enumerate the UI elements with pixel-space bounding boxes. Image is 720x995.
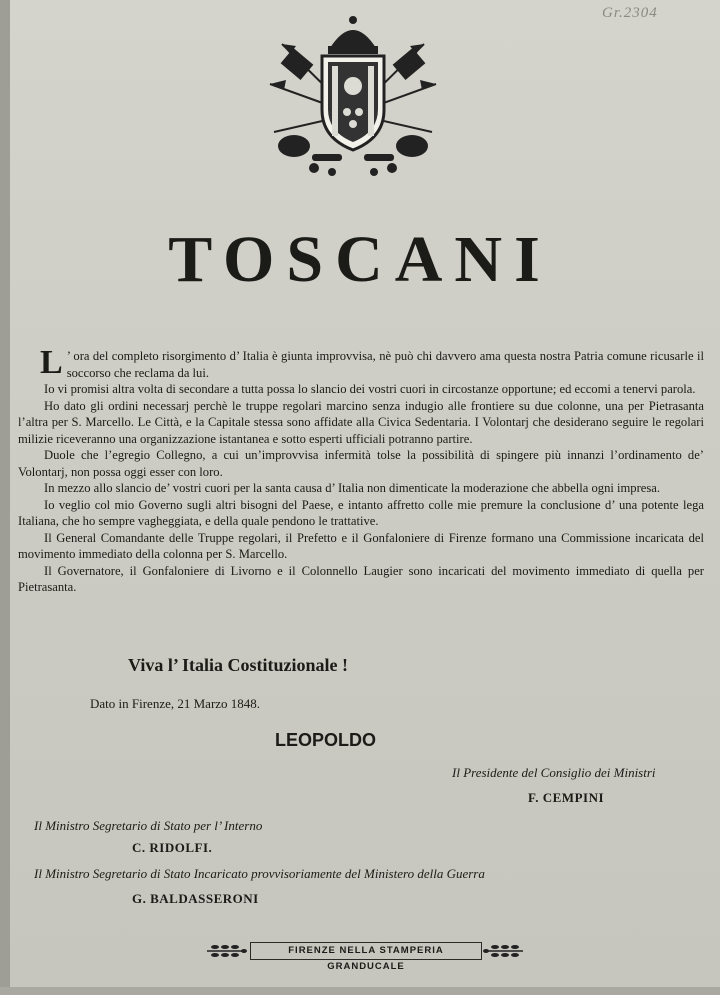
coat-of-arms-icon: [262, 14, 444, 182]
signature-name-war: G. BALDASSERONI: [132, 891, 259, 906]
signature-role-war: Il Ministro Segretario di Stato Incaricato provvisoriamente del Ministero della Guerra: [34, 866, 485, 881]
imprint-label: FIRENZE NELLA STAMPERIA GRANDUCALE: [250, 942, 482, 960]
pencil-note: Gr.2304: [602, 5, 658, 21]
drop-cap: L: [40, 344, 63, 381]
signature-role-president: Il Presidente del Consiglio dei Ministri: [452, 765, 656, 780]
date-line: Dato in Firenze, 21 Marzo 1848.: [90, 696, 261, 711]
signature-role-interior: Il Ministro Segretario di Stato per l’ Interno: [34, 818, 263, 833]
proclamation-title: TOSCANI: [168, 223, 552, 296]
wheat-ornament-icon: [483, 942, 525, 960]
proclamation-body: [18, 344, 704, 596]
paragraph-4: Duole che l’egregio Collegno, a cui un’improvvisa infermità tolse la possibilità di spingere più innanzi l’ordinamento de’ Volontarj, non possa oggi esser con loro.: [18, 448, 704, 479]
scan-edge-bottom: [0, 987, 720, 995]
signature-name-president: F. CEMPINI: [528, 790, 605, 805]
paragraph-1: L ’ ora del completo risorgimento d’ Italia è giunta improvvisa, nè può chi davvero ama questa nostra Patria comune ricusarle il soccorso che reclama da lui.: [40, 344, 704, 381]
viva-slogan: Viva l’ Italia Costituzionale !: [128, 655, 348, 675]
paragraph-2: Io vi promisi altra volta di secondare a tutta possa lo slancio dei vostri cuori in circostanze opportune; ed eccomi a tenervi parola.: [44, 382, 696, 396]
paragraph-5: In mezzo allo slancio de’ vostri cuori per la santa causa d’ Italia non dimenticate la moderazione che abbella ogni impresa.: [44, 481, 661, 495]
scan-edge-left: [0, 0, 10, 995]
paragraph-7: Il General Comandante delle Truppe regolari, il Prefetto e il Gonfaloniere di Firenze formano una Commissione incaricata del movimento immediato della colonna per S. Marcello.: [18, 530, 704, 561]
paragraph-8: Il Governatore, il Gonfaloniere di Livorno e il Colonnello Laugier sono incaricati del movimento immediato di quella per Pietrasanta.: [18, 563, 704, 594]
paragraph-3: Ho dato gli ordini necessarj perchè le truppe regolari marcino senza indugio alle frontiere su due colonne, una per Pietrasanta l’altra per S. Marcello. Le Città, e la Capitale stessa sono affidate alla Civica Sedentaria. I Volontarj che desiderano seguire le regolari milizie riceveranno una organizzazione istantanea e sotto esperti ufficiali potranno partire.: [18, 398, 704, 446]
printer-imprint: [205, 940, 525, 972]
signature-name-interior: C. RIDOLFI.: [132, 840, 213, 855]
sovereign-signature: LEOPOLDO: [275, 730, 377, 750]
paragraph-6: Io veglio col mio Governo sugli altri bisogni del Paese, e intanto affretto colle mie premure la conclusione d’ una potente lega Italiana, che ho sempre vagheggiata, e della quale pendono le trattative.: [18, 497, 704, 528]
wheat-ornament-icon: [205, 942, 247, 960]
